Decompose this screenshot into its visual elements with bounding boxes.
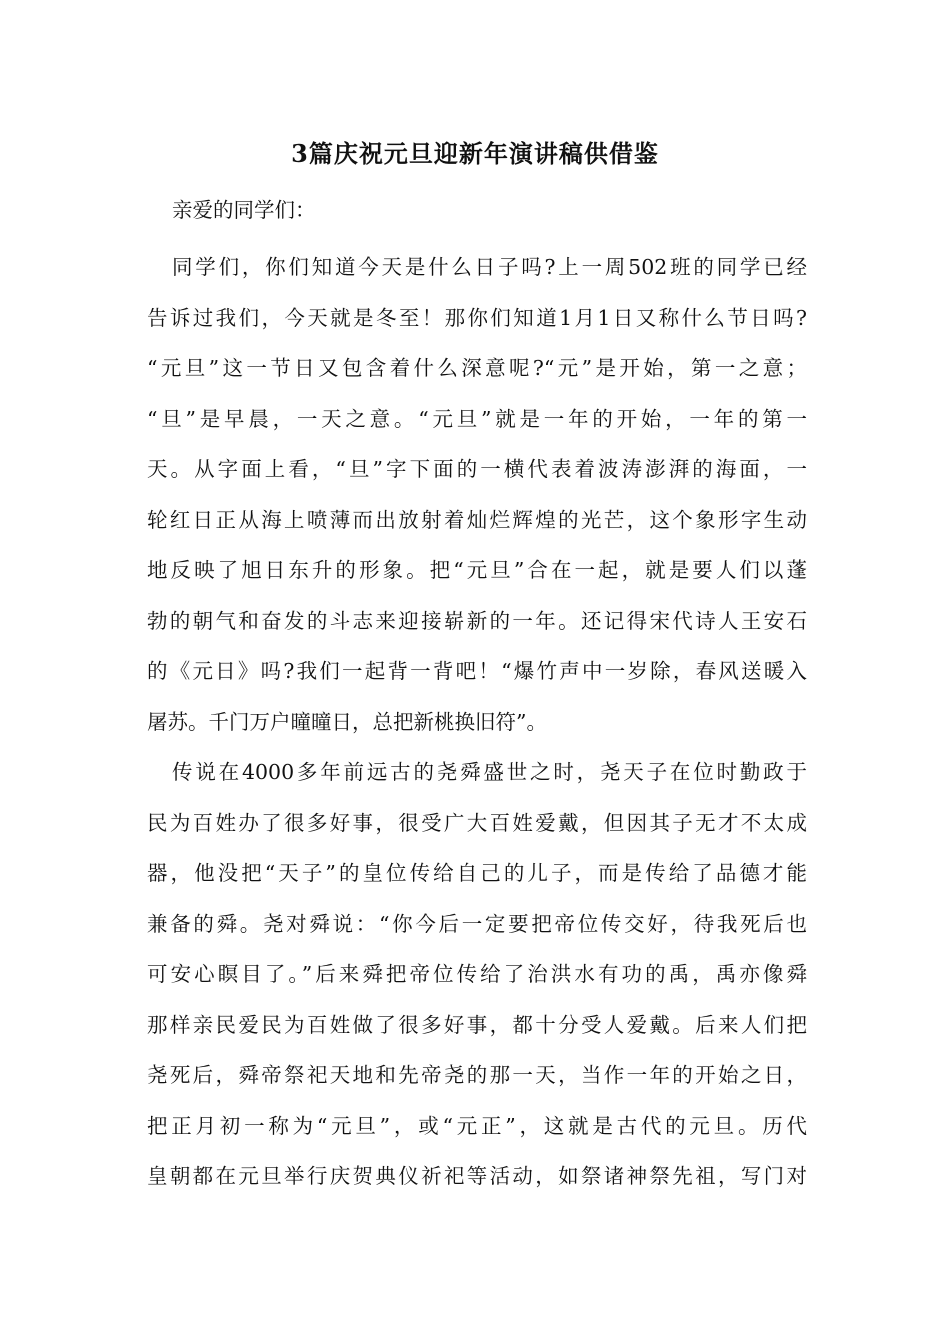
paragraph-line: 勃的朝气和奋发的斗志来迎接崭新的一年。还记得宋代诗人王安石 [147, 608, 807, 633]
paragraph-1 [147, 253, 807, 758]
salutation: 亲爱的同学们： [172, 198, 316, 222]
paragraph-line: 地反映了旭日东升的形象。把“元旦”合在一起，就是要人们以蓬 [147, 558, 807, 582]
paragraph-line: 天。从字面上看，“旦”字下面的一横代表着波涛澎湃的海面，一 [147, 457, 807, 481]
paragraph-line: 轮红日正从海上喷薄而出放射着灿烂辉煌的光芒，这个象形字生动 [147, 507, 807, 532]
paragraph-line: 可安心瞑目了。”后来舜把帝位传给了治洪水有功的禹，禹亦像舜 [147, 962, 807, 986]
paragraph-line: 把正月初一称为“元旦”，或“元正”，这就是古代的元旦。历代 [147, 1113, 807, 1138]
paragraph-line: 皇朝都在元旦举行庆贺典仪祈祀等活动，如祭诸神祭先祖，写门对 [147, 1164, 807, 1188]
paragraph-line: “旦”是早晨，一天之意。“元旦”就是一年的开始，一年的第一 [147, 406, 807, 431]
paragraph-line: 那样亲民爱民为百姓做了很多好事，都十分受人爱戴。后来人们把 [147, 1012, 807, 1037]
document-title: 3篇庆祝元旦迎新年演讲稿供借鉴 [291, 139, 659, 168]
paragraph-line: 尧死后，舜帝祭祀天地和先帝尧的那一天，当作一年的开始之日， [147, 1063, 807, 1087]
paragraph-line: “元旦”这一节日又包含着什么深意呢?“元”是开始，第一之意； [147, 356, 807, 380]
paragraph-line: 告诉过我们，今天就是冬至！那你们知道1月1日又称什么节日吗? [147, 305, 807, 330]
paragraph-line: 兼备的舜。尧对舜说：“你今后一定要把帝位传交好，待我死后也 [147, 911, 807, 936]
paragraph-line: 屠苏。千门万户曈曈日，总把新桃换旧符”。 [147, 709, 547, 734]
paragraph-line: 同学们，你们知道今天是什么日子吗?上一周502班的同学已经 [172, 255, 807, 279]
paragraph-line: 器，他没把“天子”的皇位传给自己的儿子，而是传给了品德才能 [147, 861, 807, 885]
paragraph-line: 的《元日》吗?我们一起背一背吧！“爆竹声中一岁除，春风送暖入 [147, 659, 807, 683]
paragraph-2 [147, 758, 807, 1213]
paragraph-line: 民为百姓办了很多好事，很受广大百姓爱戴，但因其子无才不太成 [147, 810, 807, 835]
paragraph-line: 传说在4000多年前远古的尧舜盛世之时，尧天子在位时勤政于 [172, 760, 807, 784]
